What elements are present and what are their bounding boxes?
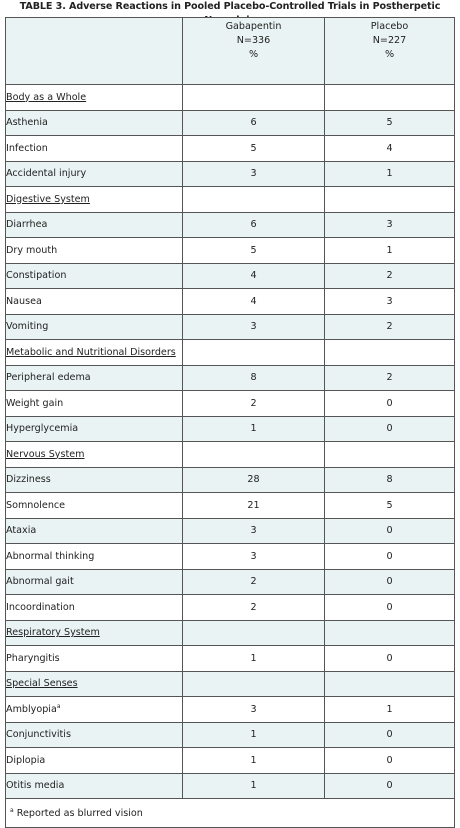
reaction-label: Dry mouth: [6, 244, 58, 256]
gabapentin-value: 28: [183, 467, 325, 493]
adverse-reactions-table: [5, 17, 455, 828]
section-placebo-empty: [325, 340, 455, 366]
table-row: [6, 646, 455, 672]
reaction-label: Otitis media: [6, 780, 65, 792]
placebo-value: 3: [325, 212, 455, 238]
table-row: [6, 238, 455, 264]
table-row: [6, 748, 455, 774]
gabapentin-value: 5: [183, 136, 325, 162]
reaction-label: Vomiting: [6, 321, 49, 333]
reaction-label-cell: [6, 212, 183, 238]
header-gabapentin-n: N=336: [236, 35, 271, 46]
section-heading: Body as a Whole: [6, 85, 183, 111]
reaction-label-cell: [6, 238, 183, 264]
section-gabapentin-empty: [183, 340, 325, 366]
header-gabapentin-unit: %: [248, 49, 259, 60]
gabapentin-value: 2: [183, 595, 325, 621]
gabapentin-value: 1: [183, 646, 325, 672]
gabapentin-value: 3: [183, 544, 325, 570]
gabapentin-value: 8: [183, 365, 325, 391]
section-gabapentin-empty: [183, 187, 325, 213]
gabapentin-value: 3: [183, 314, 325, 340]
footnote-mark: a: [10, 806, 14, 814]
section-gabapentin-empty: [183, 620, 325, 646]
header-placebo-name: Placebo: [370, 21, 409, 32]
table-row: [6, 569, 455, 595]
table-row: [6, 365, 455, 391]
table-title: TABLE 3. Adverse Reactions in Pooled Placebo-Controlled Trials in Postherpetic: [19, 1, 441, 12]
table-row: [6, 212, 455, 238]
gabapentin-value: 4: [183, 289, 325, 315]
table-row: [6, 314, 455, 340]
section-row: [6, 85, 455, 111]
reaction-label-cell: [6, 595, 183, 621]
reaction-label-cell: [6, 748, 183, 774]
reaction-label: Accidental injury: [6, 168, 87, 180]
placebo-value: 0: [325, 773, 455, 799]
reaction-label-cell: [6, 365, 183, 391]
reaction-label: Ataxia: [6, 525, 37, 537]
placebo-value: 2: [325, 365, 455, 391]
placebo-value: 1: [325, 238, 455, 264]
reaction-label-cell: [6, 416, 183, 442]
reaction-label: Dizziness: [6, 474, 51, 486]
section-heading: Metabolic and Nutritional Disorders: [6, 340, 183, 366]
section-heading: Special Senses: [6, 671, 183, 697]
gabapentin-value: 3: [183, 161, 325, 187]
table-row: [6, 467, 455, 493]
header-placebo-n: N=227: [372, 35, 407, 46]
gabapentin-value: 21: [183, 493, 325, 519]
gabapentin-value: 6: [183, 110, 325, 136]
reaction-label: Abnormal gait: [6, 576, 74, 588]
gabapentin-value: 1: [183, 416, 325, 442]
section-row: [6, 442, 455, 468]
section-row: [6, 340, 455, 366]
placebo-value: 2: [325, 263, 455, 289]
section-heading: Nervous System: [6, 442, 183, 468]
section-gabapentin-empty: [183, 442, 325, 468]
placebo-value: 0: [325, 544, 455, 570]
placebo-value: 0: [325, 569, 455, 595]
gabapentin-value: 1: [183, 748, 325, 774]
reaction-label: Diplopia: [6, 754, 46, 766]
reaction-label: Conjunctivitis: [6, 729, 71, 741]
reaction-label: Diarrhea: [6, 219, 48, 231]
section-row: [6, 187, 455, 213]
placebo-value: 2: [325, 314, 455, 340]
gabapentin-value: 2: [183, 569, 325, 595]
section-gabapentin-empty: [183, 85, 325, 111]
footnote-row: [6, 799, 455, 828]
reaction-label-cell: [6, 569, 183, 595]
placebo-value: 1: [325, 697, 455, 723]
reaction-label: Peripheral edema: [6, 372, 91, 384]
reaction-label-cell: [6, 697, 183, 723]
reaction-label-cell: [6, 161, 183, 187]
reaction-label-cell: [6, 493, 183, 519]
table-row: [6, 136, 455, 162]
reaction-label-cell: [6, 391, 183, 417]
table-row: [6, 697, 455, 723]
gabapentin-value: 3: [183, 518, 325, 544]
reaction-label: Weight gain: [6, 397, 64, 409]
header-gabapentin-name: Gabapentin: [225, 21, 282, 32]
placebo-value: 3: [325, 289, 455, 315]
table-row: [6, 518, 455, 544]
section-heading: Digestive System: [6, 187, 183, 213]
placebo-value: 8: [325, 467, 455, 493]
section-row: [6, 671, 455, 697]
reaction-label-cell: [6, 110, 183, 136]
placebo-value: 0: [325, 748, 455, 774]
gabapentin-value: 1: [183, 773, 325, 799]
placebo-value: 0: [325, 416, 455, 442]
table-row: [6, 722, 455, 748]
placebo-value: 4: [325, 136, 455, 162]
reaction-label: Nausea: [6, 295, 42, 307]
header-blank-cell: [6, 18, 183, 85]
reaction-label-cell: [6, 544, 183, 570]
table-row: [6, 391, 455, 417]
reaction-label-cell: [6, 722, 183, 748]
reaction-label-cell: [6, 289, 183, 315]
reaction-label-cell: [6, 518, 183, 544]
gabapentin-value: 2: [183, 391, 325, 417]
table-row: [6, 289, 455, 315]
section-placebo-empty: [325, 620, 455, 646]
placebo-value: 5: [325, 110, 455, 136]
table-row: [6, 161, 455, 187]
section-heading: Respiratory System: [6, 620, 183, 646]
reaction-label-cell: [6, 314, 183, 340]
reaction-label: Hyperglycemia: [6, 423, 79, 435]
table-row: [6, 773, 455, 799]
placebo-value: 0: [325, 595, 455, 621]
gabapentin-value: 6: [183, 212, 325, 238]
placebo-value: 5: [325, 493, 455, 519]
section-gabapentin-empty: [183, 671, 325, 697]
reaction-label: Pharyngitis: [6, 652, 60, 664]
reaction-label: Incoordination: [6, 601, 75, 613]
section-placebo-empty: [325, 442, 455, 468]
footnote-text: Reported as blurred vision: [13, 807, 143, 819]
reaction-label-cell: [6, 467, 183, 493]
footnote: [6, 799, 455, 828]
table-row: [6, 493, 455, 519]
gabapentin-value: 5: [183, 238, 325, 264]
reaction-label: Somnolence: [6, 499, 66, 511]
reaction-label: Amblyopia: [6, 703, 57, 715]
placebo-value: 0: [325, 722, 455, 748]
reaction-label: Abnormal thinking: [6, 550, 95, 562]
gabapentin-value: 1: [183, 722, 325, 748]
gabapentin-value: 4: [183, 263, 325, 289]
table-header-row: [6, 18, 455, 85]
placebo-value: 0: [325, 391, 455, 417]
placebo-value: 0: [325, 518, 455, 544]
reaction-label-cell: [6, 773, 183, 799]
table-row: [6, 110, 455, 136]
placebo-value: 1: [325, 161, 455, 187]
reaction-label: Constipation: [6, 270, 67, 282]
reaction-label-cell: [6, 263, 183, 289]
table-row: [6, 416, 455, 442]
footnote-marker: a: [56, 702, 61, 710]
header-placebo-unit: %: [384, 49, 395, 60]
header-gabapentin: [183, 18, 325, 85]
section-placebo-empty: [325, 187, 455, 213]
section-row: [6, 620, 455, 646]
section-placebo-empty: [325, 85, 455, 111]
table-row: [6, 544, 455, 570]
table-row: [6, 595, 455, 621]
reaction-label: Infection: [6, 142, 48, 154]
reaction-label: Asthenia: [6, 117, 48, 129]
reaction-label-cell: [6, 646, 183, 672]
placebo-value: 0: [325, 646, 455, 672]
table-row: [6, 263, 455, 289]
header-placebo: [325, 18, 455, 85]
gabapentin-value: 3: [183, 697, 325, 723]
section-placebo-empty: [325, 671, 455, 697]
reaction-label-cell: [6, 136, 183, 162]
